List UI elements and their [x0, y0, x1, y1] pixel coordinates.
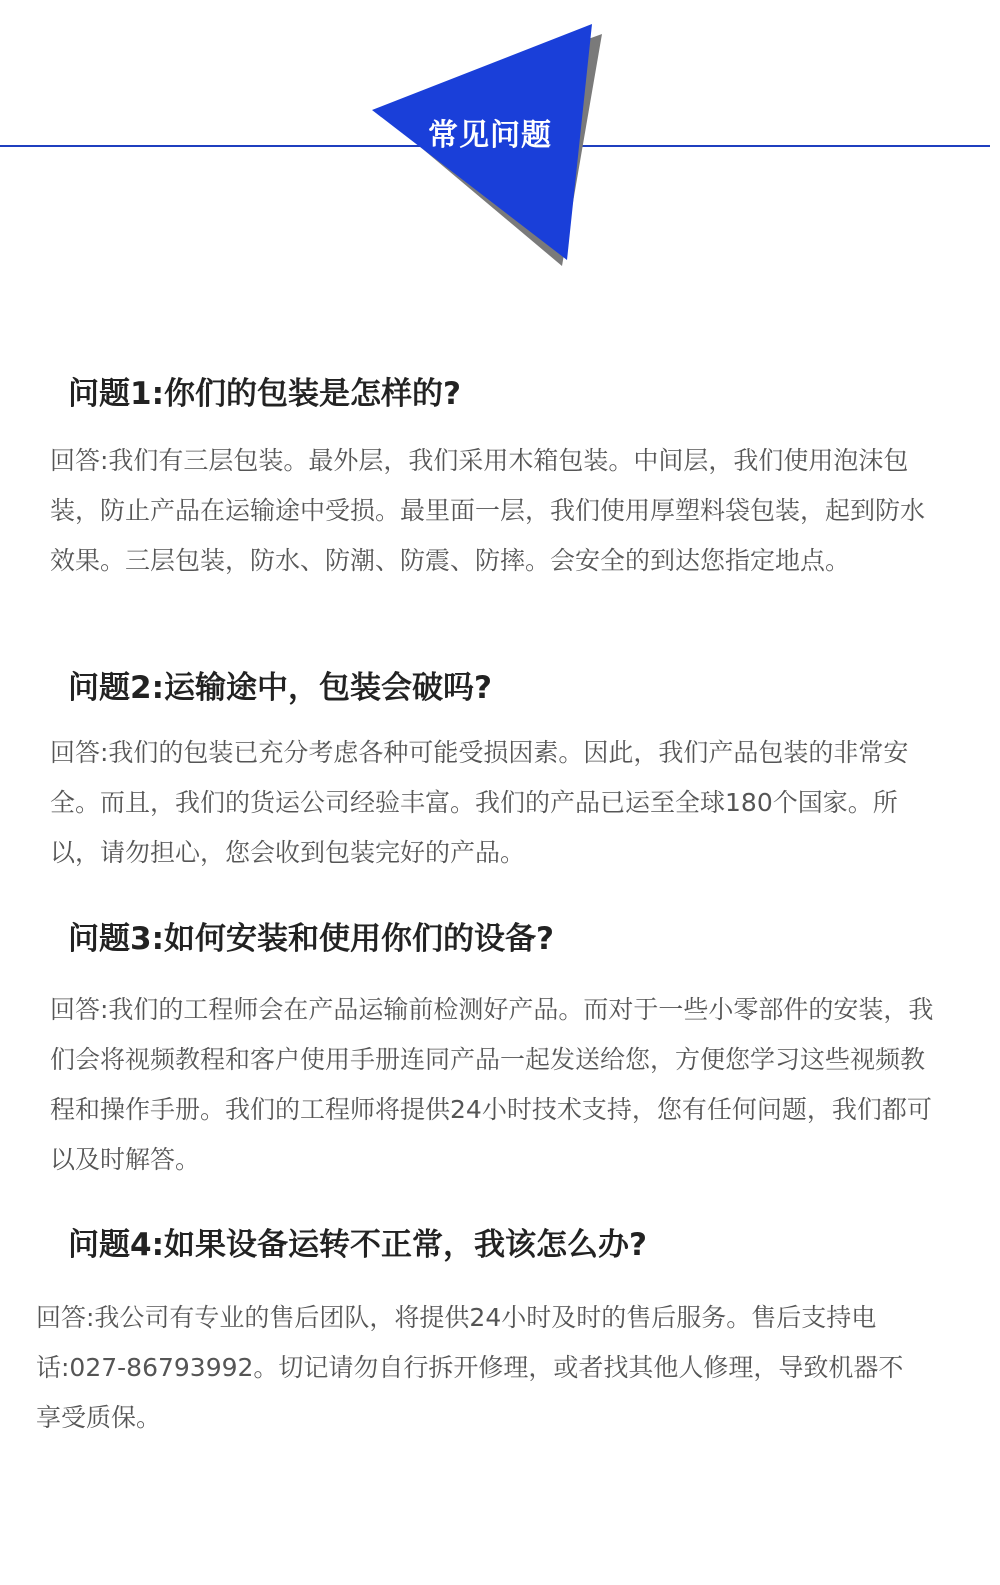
faq-answer-4: 回答:我公司有专业的售后团队，将提供24小时及时的售后服务。售后支持电话:027-86793992。切记请勿自行拆开修理，或者找其他人修理，导致机器不享受质保。 — [36, 1303, 904, 1432]
faq-question-4: 问题4:如果设备运转不正常，我该怎么办? — [68, 1227, 647, 1263]
header-banner — [0, 0, 1000, 300]
faq-answer-3: 回答:我们的工程师会在产品运输前检测好产品。而对于一些小零部件的安装，我们会将视频教程和客户使用手册连同产品一起发送给您，方便您学习这些视频教程和操作手册。我们的工程师将提供24小时技术支持，您有任何问题，我们都可以及时解答。 — [50, 995, 934, 1174]
faq-question-1: 问题1:你们的包装是怎样的? — [68, 376, 461, 412]
faq-question-3: 问题3:如何安装和使用你们的设备? — [68, 921, 554, 957]
faq-answer-2: 回答:我们的包装已充分考虑各种可能受损因素。因此，我们产品包装的非常安全。而且，我们的货运公司经验丰富。我们的产品已运至全球180个国家。所以，请勿担心，您会收到包装完好的产品。 — [50, 738, 909, 867]
faq-question-2: 问题2:运输途中，包装会破吗? — [68, 670, 492, 706]
page-title: 常见问题 — [428, 118, 552, 153]
faq-answer-1: 回答:我们有三层包装。最外层，我们采用木箱包装。中间层，我们使用泡沫包装，防止产品在运输途中受损。最里面一层，我们使用厚塑料袋包装，起到防水效果。三层包装，防水、防潮、防震、防摔。会安全的到达您指定地点。 — [50, 446, 926, 575]
